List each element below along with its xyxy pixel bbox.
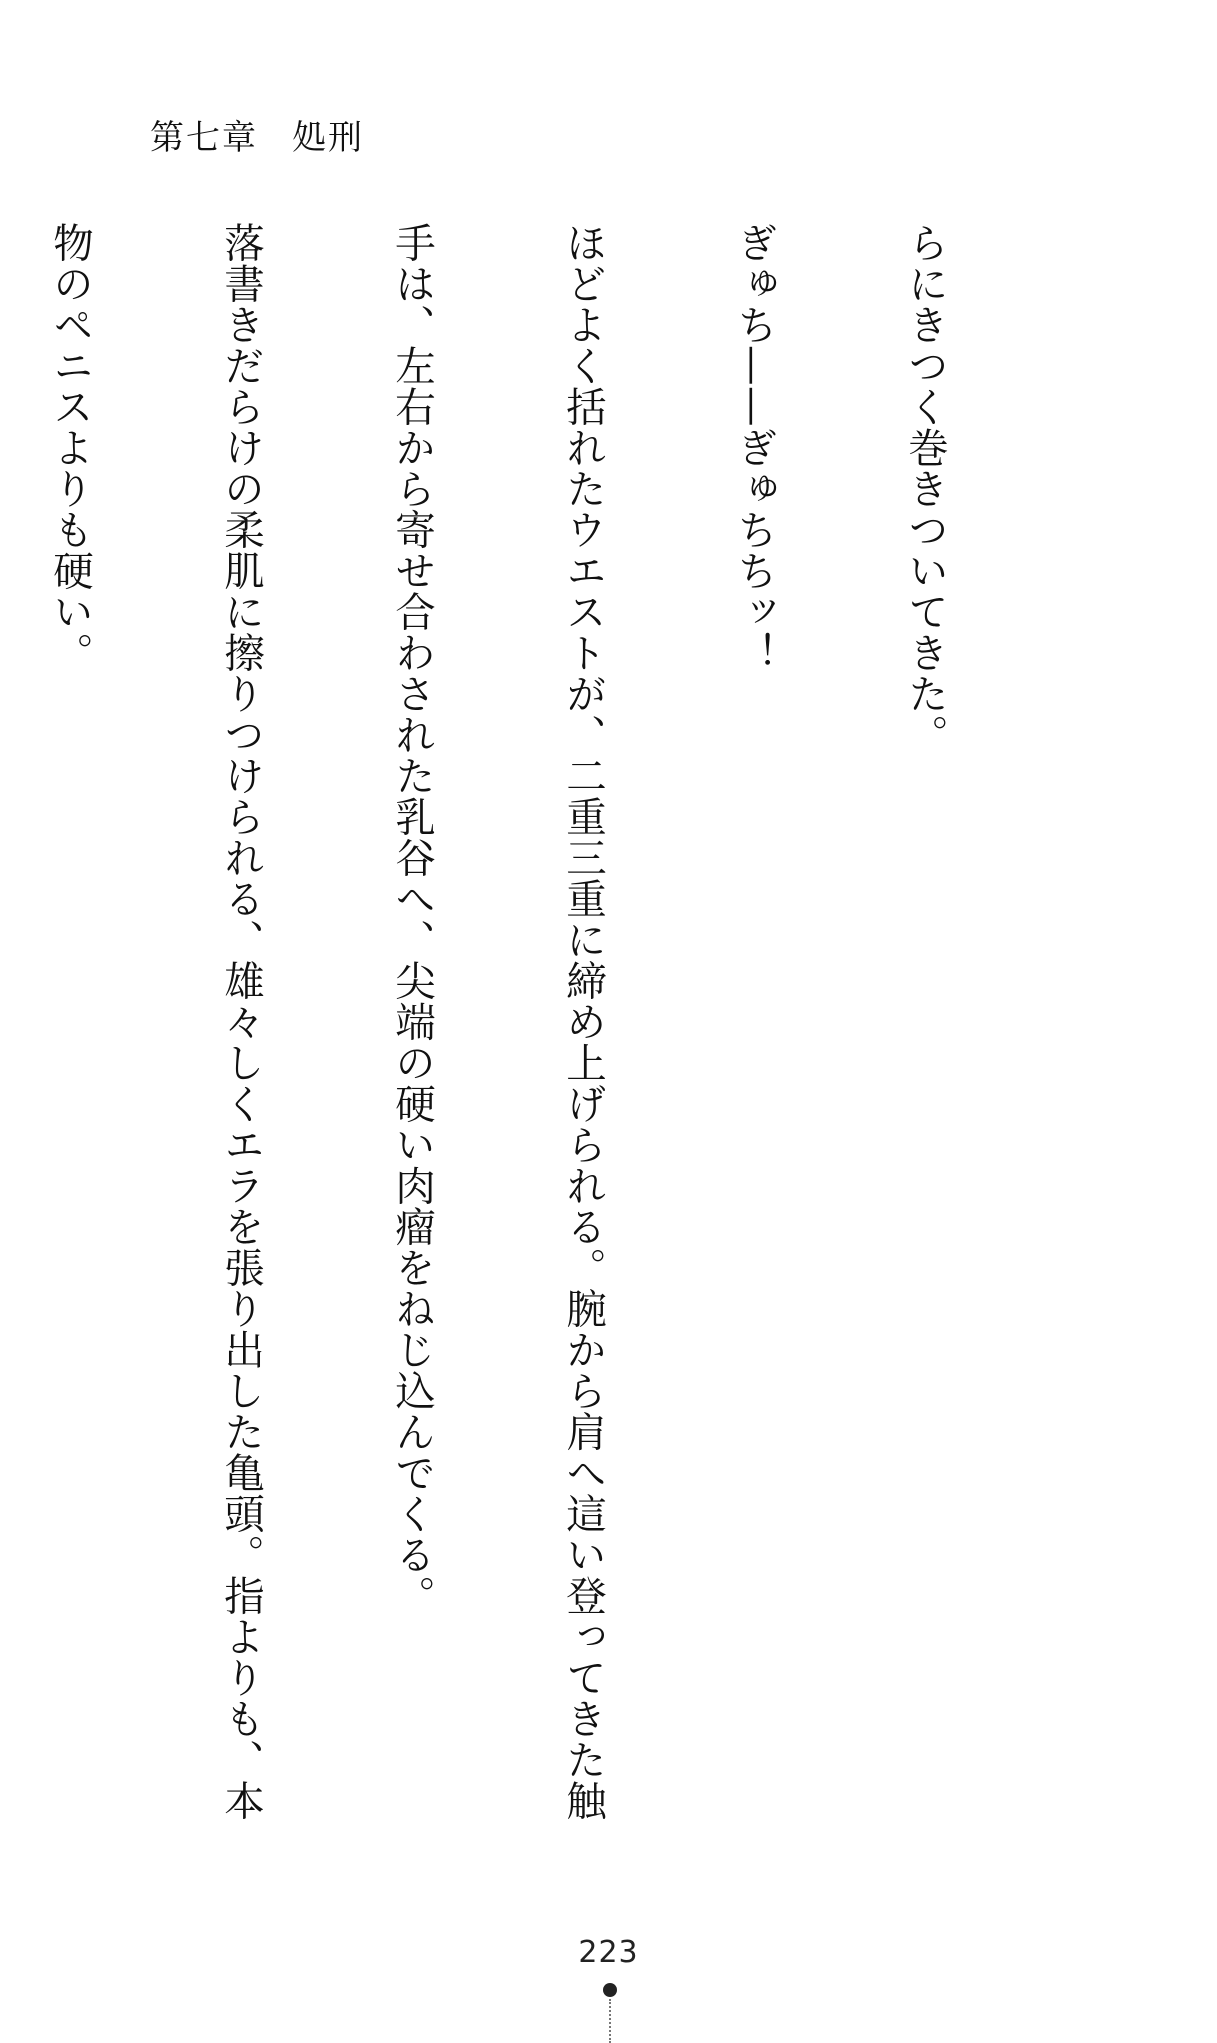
text-line: 手は、左右から寄せ合わされた乳谷へ、尖端の硬い肉瘤をねじ込んでくる。 — [388, 222, 436, 1616]
page-number: 223 — [578, 1935, 639, 1970]
text-line: 物のペニスよりも硬い。 — [46, 222, 94, 673]
text-line: らにきつく巻きついてきた。 — [901, 222, 949, 755]
page-marker-dot-icon — [603, 1983, 617, 1997]
text-line: ぎゅち——ぎゅちちッ！ — [730, 222, 778, 673]
text-line: 落書きだらけの柔肌に擦りつけられる、雄々しくエラを張り出した亀頭。指よりも、本 — [217, 222, 265, 1821]
text-line: ほどよく括れたウエストが、二重三重に締め上げられる。腕から肩へ這い登ってきた触 — [559, 222, 607, 1821]
page-marker-line — [609, 1999, 611, 2043]
chapter-number: 第七章 — [150, 118, 258, 158]
chapter-title: 処刑 — [292, 118, 364, 158]
chapter-header — [150, 110, 364, 159]
body-text — [46, 222, 1067, 1821]
